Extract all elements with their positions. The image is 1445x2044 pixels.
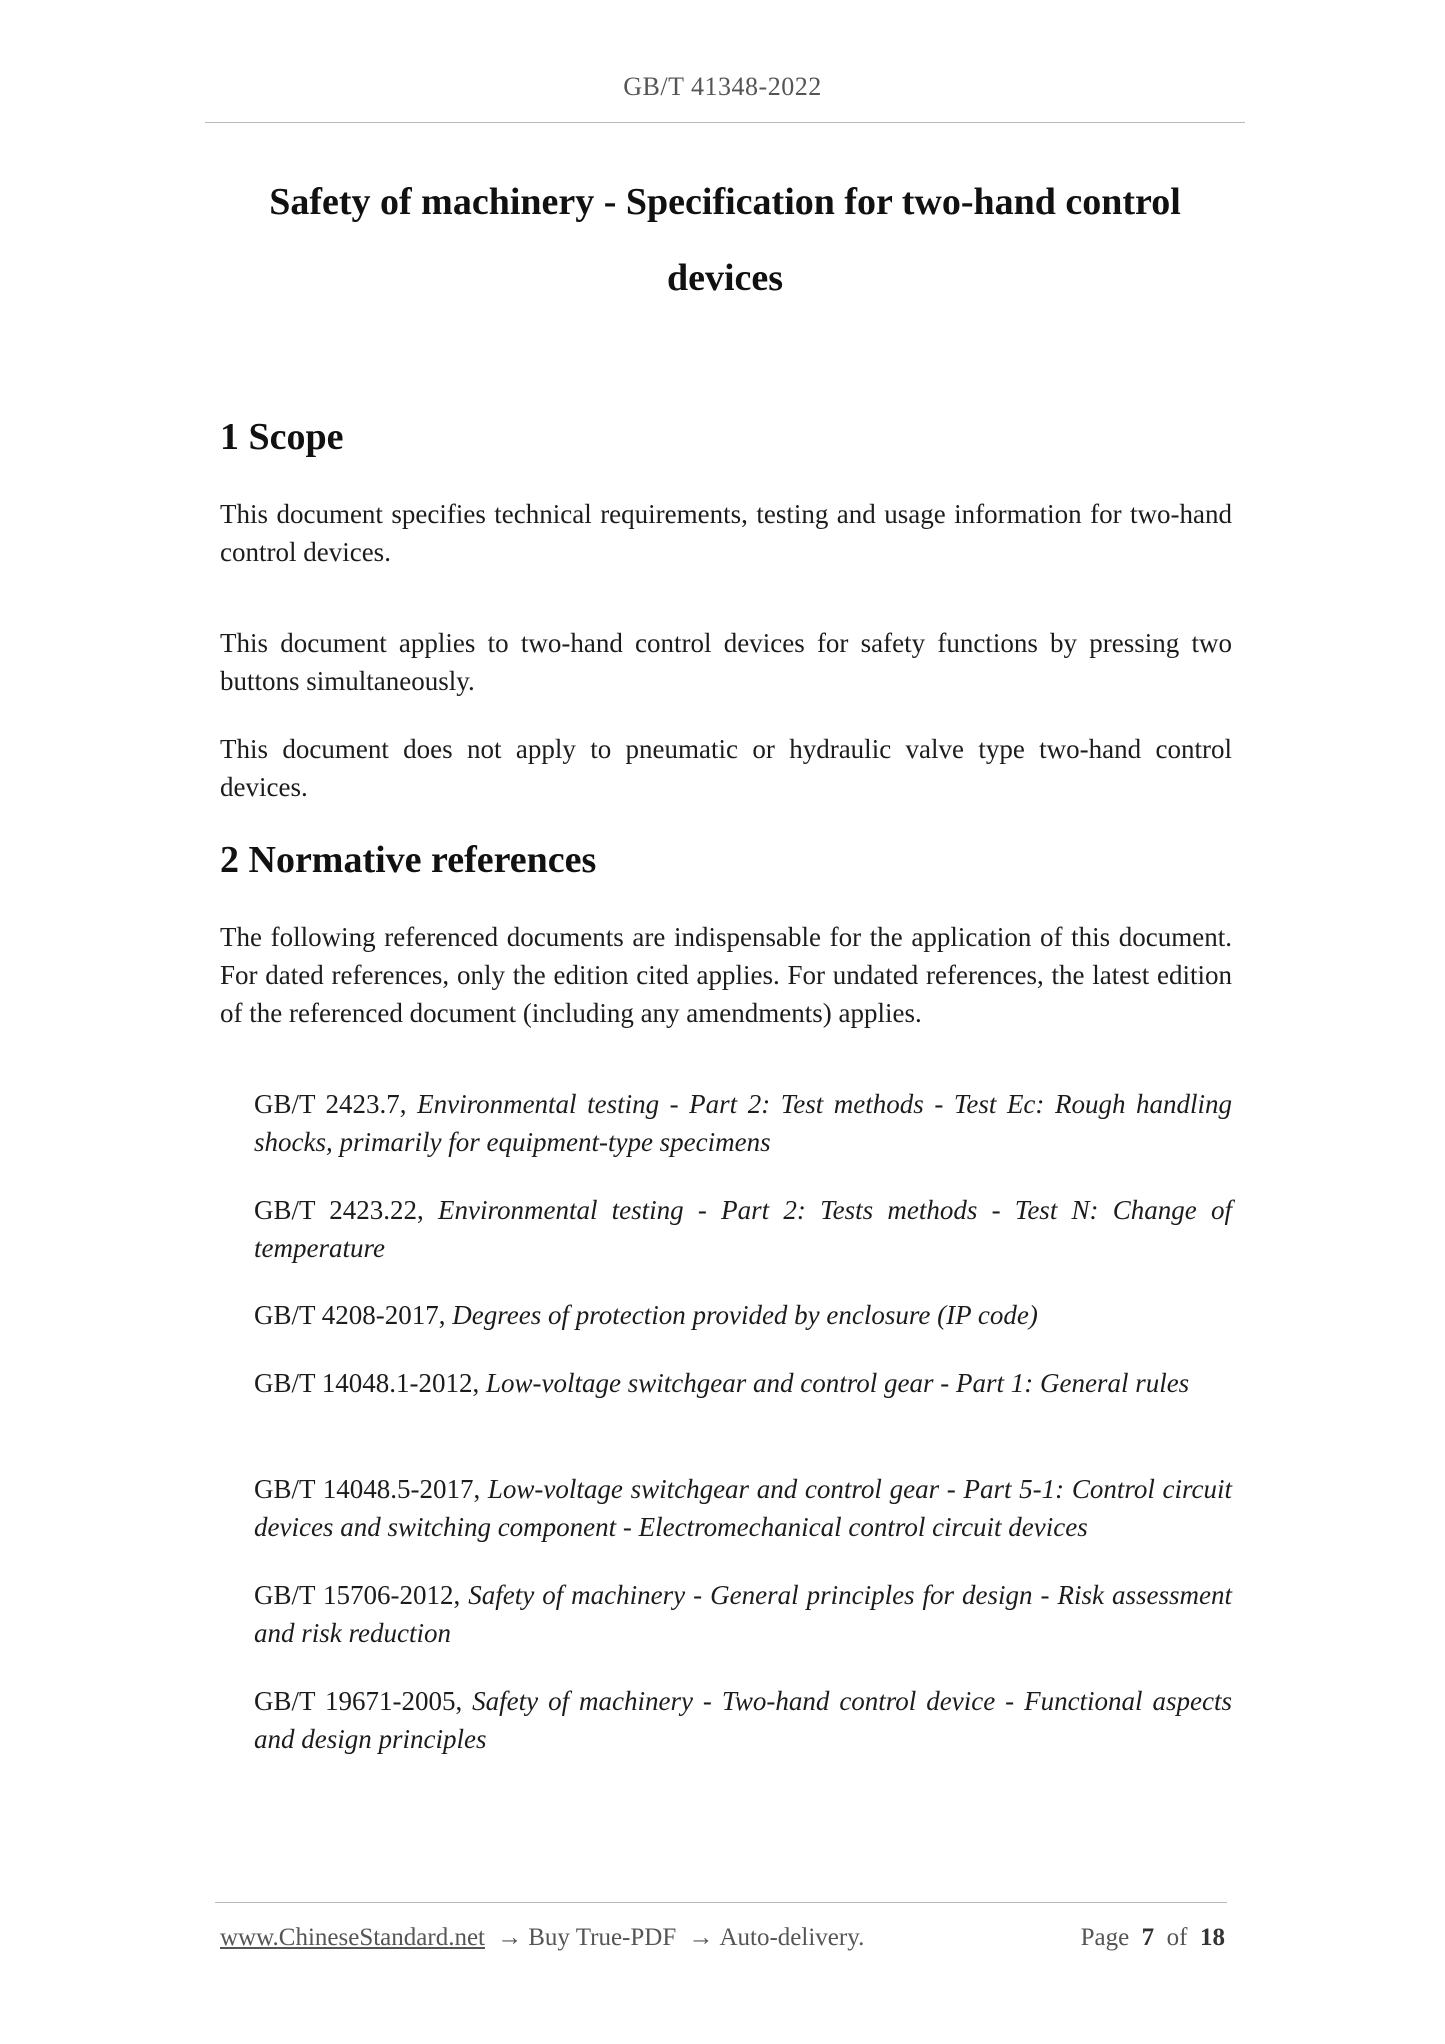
auto-delivery-text: Auto-delivery. <box>719 1924 865 1951</box>
reference-item <box>254 1085 1232 1161</box>
page-label: Page <box>1080 1924 1130 1951</box>
scope-paragraph: This document applies to two-hand control devices for safety functions by pressing two buttons simultaneously. <box>220 628 1232 696</box>
reference-code: GB/T 14048.5-2017, <box>254 1474 488 1504</box>
page-total: 18 <box>1200 1924 1225 1951</box>
section-heading-normative-references: 2 Normative references <box>220 839 597 881</box>
website-link[interactable]: www.ChineseStandard.net <box>220 1924 485 1951</box>
reference-title: Low-voltage switchgear and control gear - Part 5-1: Control circuit devices and switching component - Electromechanical control circuit devices <box>254 1474 1232 1542</box>
reference-code: GB/T 14048.1-2012, <box>254 1368 487 1398</box>
reference-code: GB/T 2423.7, <box>254 1089 418 1119</box>
reference-title: Environmental testing - Part 2: Tests methods - Test N: Change of temperature <box>254 1195 1233 1263</box>
page-current: 7 <box>1141 1924 1155 1951</box>
arrow-right-icon: → <box>497 1924 523 1951</box>
reference-item <box>254 1682 1232 1758</box>
reference-code: GB/T 19671-2005, <box>254 1686 473 1716</box>
reference-item <box>254 1364 1232 1402</box>
scope-paragraph: This document specifies technical requirements, testing and usage information for two-hand control devices. <box>220 499 1232 567</box>
reference-code: GB/T 15706-2012, <box>254 1580 469 1610</box>
references-intro-paragraph: The following referenced documents are indispensable for the application of this document. For dated references, only the edition cited applies. For undated references, the latest edition of the referenced document (including any amendments) applies. <box>220 922 1232 1028</box>
reference-title: Degrees of protection provided by enclosure (IP code) <box>452 1300 1038 1330</box>
page-number <box>1000 1924 1225 1952</box>
buy-pdf-text: Buy True-PDF <box>528 1924 677 1951</box>
reference-code: GB/T 4208-2017, <box>254 1300 453 1330</box>
reference-title: Safety of machinery - Two-hand control device - Functional aspects and design principles <box>254 1686 1232 1754</box>
reference-item <box>254 1470 1232 1546</box>
scope-paragraph: This document does not apply to pneumatic or hydraulic valve type two-hand control devices. <box>220 734 1232 802</box>
arrow-right-icon: → <box>688 1924 714 1951</box>
reference-title: Environmental testing - Part 2: Test methods - Test Ec: Rough handling shocks, primarily for equipment-type specimens <box>254 1089 1232 1157</box>
reference-item <box>254 1576 1232 1652</box>
reference-title: Low-voltage switchgear and control gear - Part 1: General rules <box>486 1368 1190 1398</box>
section-heading-scope: 1 Scope <box>220 416 344 458</box>
reference-title: Safety of machinery - General principles for design - Risk assessment and risk reduction <box>254 1580 1232 1648</box>
standard-code: GB/T 41348-2022 <box>623 72 822 101</box>
reference-code: GB/T 2423.22, <box>254 1195 438 1225</box>
reference-item <box>254 1296 1232 1334</box>
document-title: Safety of machinery - Specification for two-hand control devices <box>269 181 1181 299</box>
footer-promo <box>220 1924 864 1952</box>
header-divider <box>205 122 1245 123</box>
footer-divider <box>215 1902 1227 1903</box>
reference-item <box>254 1191 1232 1267</box>
page-of-label: of <box>1166 1924 1188 1951</box>
